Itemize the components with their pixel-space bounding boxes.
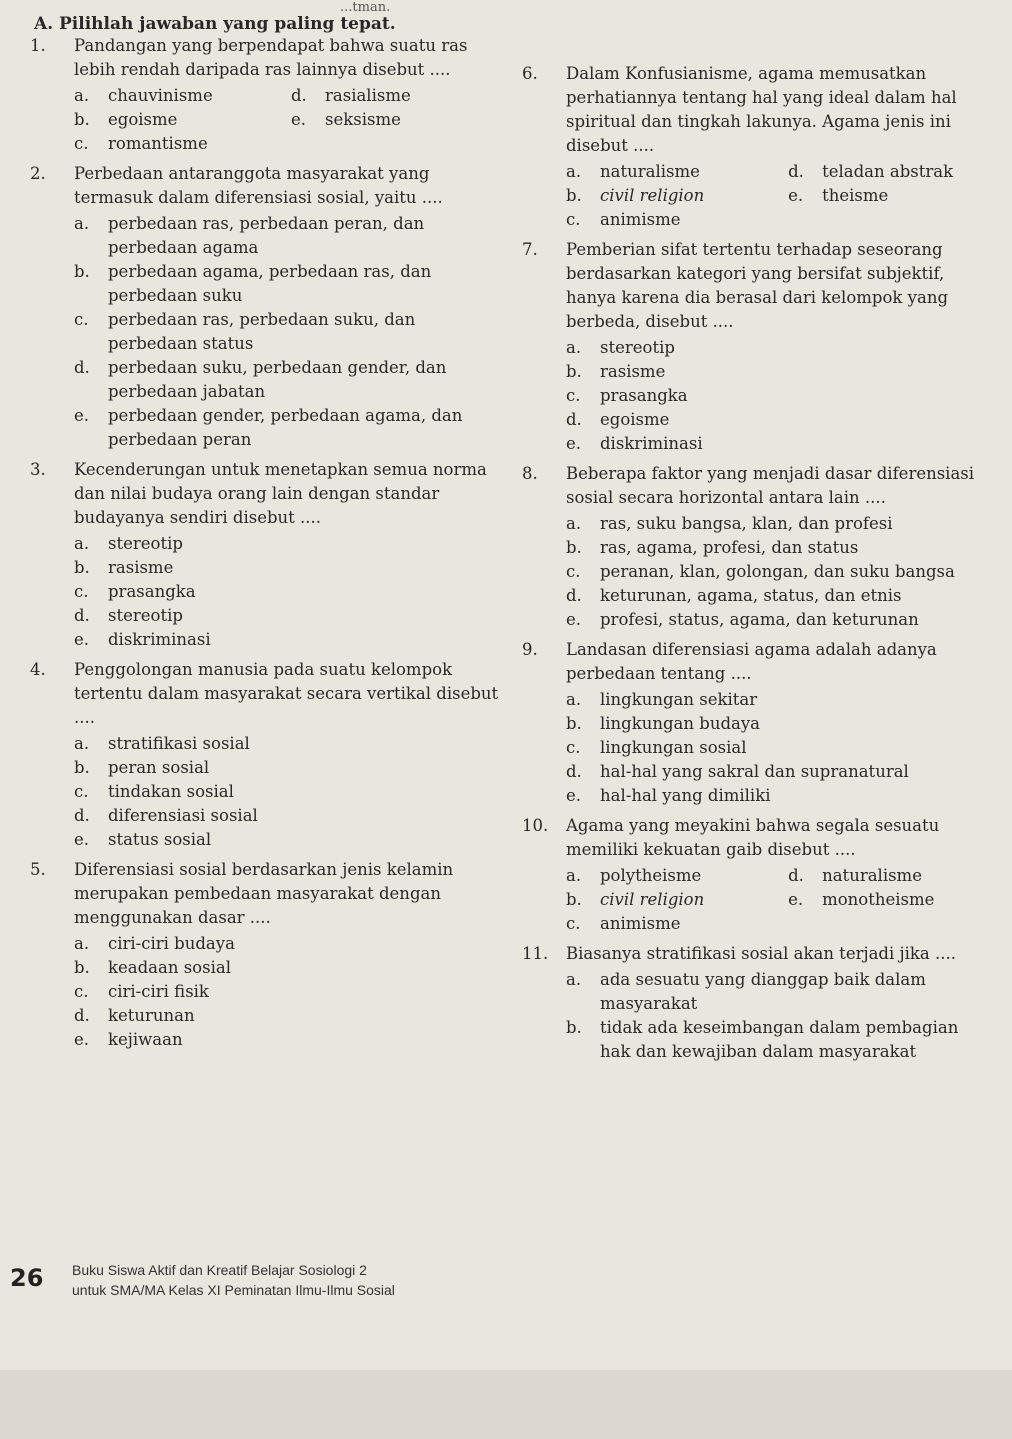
option-letter: d. [566, 762, 582, 781]
answer-option-a[interactable] [74, 732, 500, 756]
question-text: Beberapa faktor yang menjadi dasar diferensiasi sosial secara horizontal antara lain .... [566, 464, 975, 507]
question-7 [522, 238, 992, 456]
answer-option-c[interactable] [74, 780, 500, 804]
question-5 [30, 858, 500, 1052]
question-number: 4. [30, 660, 46, 679]
option-text: ras, agama, profesi, dan status [600, 538, 859, 557]
option-letter: e. [74, 406, 90, 425]
option-letter: d. [74, 606, 90, 625]
question-number: 5. [30, 860, 46, 879]
answer-option-a[interactable] [566, 512, 992, 536]
option-letter: e. [74, 830, 90, 849]
option-letter: d. [74, 358, 90, 377]
option-text: polytheisme [600, 866, 702, 885]
option-text: profesi, status, agama, dan keturunan [600, 610, 919, 629]
option-text: rasialisme [325, 86, 411, 105]
answer-option-e[interactable] [788, 184, 992, 208]
option-letter: b. [74, 262, 90, 281]
answer-option-d[interactable] [74, 356, 500, 404]
option-letter: b. [566, 714, 582, 733]
answer-option-e[interactable] [74, 628, 500, 652]
option-letter: d. [291, 86, 307, 105]
option-letter: c. [74, 982, 89, 1001]
question-10 [522, 814, 992, 936]
option-letter: d. [74, 806, 90, 825]
option-text: diferensiasi sosial [108, 806, 258, 825]
option-text: lingkungan budaya [600, 714, 761, 733]
answer-option-b[interactable] [566, 712, 992, 736]
option-text: civil religion [600, 186, 705, 205]
question-number: 2. [30, 164, 46, 183]
question-9 [522, 638, 992, 808]
answer-option-c[interactable] [566, 208, 780, 232]
answer-options [566, 160, 992, 232]
answer-options [566, 968, 992, 1064]
question-4 [30, 658, 500, 852]
option-letter: a. [74, 86, 90, 105]
option-letter: e. [74, 1030, 90, 1049]
option-text: ada sesuatu yang dianggap baik dalam masyarakat [600, 970, 926, 1013]
answer-options [74, 532, 500, 652]
option-letter: d. [788, 162, 804, 181]
option-text: prasangka [600, 386, 688, 405]
option-letter: c. [566, 562, 581, 581]
answer-option-a[interactable] [74, 532, 500, 556]
option-text: naturalisme [600, 162, 700, 181]
option-text: keturunan [108, 1006, 195, 1025]
question-text: Dalam Konfusianisme, agama memusatkan perhatiannya tentang hal yang ideal dalam hal spiritual dan tingkah lakunya. Agama jenis ini disebut .... [566, 64, 957, 155]
question-number: 3. [30, 460, 46, 479]
option-text: teladan abstrak [822, 162, 954, 181]
option-text: keturunan, agama, status, dan etnis [600, 586, 902, 605]
option-letter: d. [74, 1006, 90, 1025]
page-bottom-margin [0, 1370, 1012, 1439]
answer-option-e[interactable] [566, 608, 992, 632]
option-text: theisme [822, 186, 889, 205]
answer-option-d[interactable] [291, 84, 500, 108]
option-letter: c. [74, 310, 89, 329]
left-column [30, 34, 500, 1058]
option-letter: c. [566, 914, 581, 933]
answer-option-b[interactable] [74, 556, 500, 580]
option-text: ras, suku bangsa, klan, dan profesi [600, 514, 893, 533]
answer-option-a[interactable] [74, 212, 500, 260]
answer-options [566, 336, 992, 456]
answer-option-c[interactable] [74, 980, 500, 1004]
answer-option-e[interactable] [788, 888, 992, 912]
option-text: perbedaan ras, perbedaan peran, dan perbedaan agama [108, 214, 425, 257]
book-subtitle: untuk SMA/MA Kelas XI Peminatan Ilmu-Ilmu Sosial [72, 1282, 395, 1298]
option-text: ciri-ciri budaya [108, 934, 235, 953]
option-text: diskriminasi [108, 630, 211, 649]
option-letter: a. [566, 690, 582, 709]
question-text: Landasan diferensiasi agama adalah adanya perbedaan tentang .... [566, 640, 937, 683]
answer-options [74, 212, 500, 452]
option-letter: a. [566, 866, 582, 885]
answer-option-d[interactable] [74, 804, 500, 828]
answer-option-a[interactable] [566, 864, 780, 888]
option-letter: d. [566, 586, 582, 605]
question-1 [30, 34, 500, 156]
option-letter: a. [74, 734, 90, 753]
answer-option-c[interactable] [566, 560, 992, 584]
answer-option-e[interactable] [566, 784, 992, 808]
option-text: animisme [600, 914, 681, 933]
answer-option-d[interactable] [566, 584, 992, 608]
option-letter: c. [74, 782, 89, 801]
question-text: Kecenderungan untuk menetapkan semua norma dan nilai budaya orang lain dengan standar budayanya sendiri disebut .... [74, 460, 487, 527]
answer-option-d[interactable] [788, 160, 992, 184]
option-letter: c. [74, 134, 89, 153]
answer-option-e[interactable] [74, 404, 500, 452]
answer-option-c[interactable] [566, 384, 992, 408]
question-11 [522, 942, 992, 1064]
option-text: stratifikasi sosial [108, 734, 250, 753]
book-title: Buku Siswa Aktif dan Kreatif Belajar Sosiologi 2 [72, 1262, 367, 1278]
option-letter: b. [74, 110, 90, 129]
option-text: chauvinisme [108, 86, 213, 105]
question-number: 11. [522, 944, 549, 963]
option-text: seksisme [325, 110, 401, 129]
question-text: Perbedaan antaranggota masyarakat yang termasuk dalam diferensiasi sosial, yaitu .... [74, 164, 443, 207]
option-letter: a. [566, 338, 582, 357]
question-3 [30, 458, 500, 652]
question-number: 6. [522, 64, 538, 83]
answer-option-e[interactable] [291, 108, 500, 132]
question-text: Pandangan yang berpendapat bahwa suatu ras lebih rendah daripada ras lainnya disebut .... [74, 36, 468, 79]
question-text: Agama yang meyakini bahwa segala sesuatu memiliki kekuatan gaib disebut .... [566, 816, 940, 859]
answer-option-e[interactable] [566, 432, 992, 456]
question-number: 9. [522, 640, 538, 659]
option-text: romantisme [108, 134, 208, 153]
question-text: Diferensiasi sosial berdasarkan jenis kelamin merupakan pembedaan masyarakat dengan menggunakan dasar .... [74, 860, 454, 927]
option-text: civil religion [600, 890, 705, 909]
option-letter: b. [566, 890, 582, 909]
option-letter: d. [788, 866, 804, 885]
option-text: lingkungan sosial [600, 738, 747, 757]
option-text: hal-hal yang dimiliki [600, 786, 771, 805]
answer-option-d[interactable] [74, 604, 500, 628]
answer-option-b[interactable] [74, 108, 283, 132]
answer-option-c[interactable] [566, 912, 780, 936]
question-number: 8. [522, 464, 538, 483]
option-text: tindakan sosial [108, 782, 234, 801]
answer-option-d[interactable] [788, 864, 992, 888]
section-title: A. Pilihlah jawaban yang paling tepat. [34, 14, 396, 34]
question-text: Penggolongan manusia pada suatu kelompok tertentu dalam masyarakat secara vertikal disebut .... [74, 660, 499, 727]
answer-option-b[interactable] [566, 184, 780, 208]
answer-option-c[interactable] [74, 308, 500, 356]
question-text: Biasanya stratifikasi sosial akan terjadi jika .... [566, 944, 956, 963]
right-column [522, 62, 992, 1070]
option-text: monotheisme [822, 890, 935, 909]
option-letter: e. [788, 890, 804, 909]
option-text: rasisme [600, 362, 666, 381]
option-letter: a. [566, 970, 582, 989]
answer-option-a[interactable] [566, 968, 992, 1016]
page-number: 26 [10, 1264, 44, 1292]
option-text: tidak ada keseimbangan dalam pembagian hak dan kewajiban dalam masyarakat [600, 1018, 959, 1061]
option-letter: b. [74, 958, 90, 977]
option-letter: a. [74, 214, 90, 233]
question-2 [30, 162, 500, 452]
answer-option-b[interactable] [74, 260, 500, 308]
answer-option-b[interactable] [566, 1016, 992, 1064]
option-letter: a. [74, 534, 90, 553]
option-letter: d. [566, 410, 582, 429]
answer-options [74, 732, 500, 852]
option-letter: e. [74, 630, 90, 649]
answer-options [566, 512, 992, 632]
question-number: 10. [522, 816, 549, 835]
option-text: egoisme [108, 110, 178, 129]
option-letter: b. [566, 362, 582, 381]
option-letter: c. [566, 386, 581, 405]
answer-options [566, 864, 992, 936]
answer-option-a[interactable] [566, 688, 992, 712]
answer-options [74, 84, 500, 156]
question-text: Pemberian sifat tertentu terhadap seseorang berdasarkan kategori yang bersifat subjektif, hanya karena dia berasal dari kelompok yang berbeda, disebut .... [566, 240, 949, 331]
answer-option-b[interactable] [566, 888, 780, 912]
answer-option-a[interactable] [74, 84, 283, 108]
question-6 [522, 62, 992, 232]
option-letter: b. [566, 186, 582, 205]
option-letter: e. [566, 786, 582, 805]
answer-option-b[interactable] [74, 756, 500, 780]
option-letter: e. [566, 434, 582, 453]
option-text: perbedaan gender, perbedaan agama, dan perbedaan peran [108, 406, 463, 449]
option-text: ciri-ciri fisik [108, 982, 209, 1001]
option-text: stereotip [600, 338, 675, 357]
option-letter: e. [566, 610, 582, 629]
option-letter: e. [291, 110, 307, 129]
option-text: keadaan sosial [108, 958, 231, 977]
option-text: peranan, klan, golongan, dan suku bangsa [600, 562, 955, 581]
answer-option-a[interactable] [566, 336, 992, 360]
option-letter: a. [566, 514, 582, 533]
answer-option-c[interactable] [74, 580, 500, 604]
option-text: naturalisme [822, 866, 922, 885]
option-letter: c. [566, 210, 581, 229]
answer-option-e[interactable] [74, 828, 500, 852]
answer-option-c[interactable] [74, 132, 283, 156]
answer-options [74, 932, 500, 1052]
option-letter: b. [74, 558, 90, 577]
option-text: diskriminasi [600, 434, 703, 453]
option-letter: c. [566, 738, 581, 757]
answer-option-b[interactable] [566, 360, 992, 384]
answer-options [566, 688, 992, 808]
option-letter: b. [74, 758, 90, 777]
question-number: 1. [30, 36, 46, 55]
option-letter: b. [566, 538, 582, 557]
cut-off-header-text: ...tman. [340, 0, 391, 15]
option-text: animisme [600, 210, 681, 229]
option-letter: b. [566, 1018, 582, 1037]
option-text: perbedaan agama, perbedaan ras, dan perbedaan suku [108, 262, 432, 305]
answer-option-b[interactable] [566, 536, 992, 560]
option-text: status sosial [108, 830, 212, 849]
question-number: 7. [522, 240, 538, 259]
option-text: kejiwaan [108, 1030, 183, 1049]
answer-option-a[interactable] [74, 932, 500, 956]
answer-option-c[interactable] [566, 736, 992, 760]
answer-option-d[interactable] [74, 1004, 500, 1028]
option-text: stereotip [108, 534, 183, 553]
answer-option-e[interactable] [74, 1028, 500, 1052]
answer-option-a[interactable] [566, 160, 780, 184]
option-text: rasisme [108, 558, 174, 577]
option-text: stereotip [108, 606, 183, 625]
answer-option-d[interactable] [566, 760, 992, 784]
option-letter: e. [788, 186, 804, 205]
option-letter: a. [566, 162, 582, 181]
answer-option-d[interactable] [566, 408, 992, 432]
option-text: perbedaan suku, perbedaan gender, dan perbedaan jabatan [108, 358, 447, 401]
option-letter: c. [74, 582, 89, 601]
option-text: egoisme [600, 410, 670, 429]
option-text: prasangka [108, 582, 196, 601]
option-text: peran sosial [108, 758, 210, 777]
answer-option-b[interactable] [74, 956, 500, 980]
option-text: lingkungan sekitar [600, 690, 758, 709]
question-8 [522, 462, 992, 632]
option-letter: a. [74, 934, 90, 953]
option-text: hal-hal yang sakral dan supranatural [600, 762, 909, 781]
option-text: perbedaan ras, perbedaan suku, dan perbedaan status [108, 310, 416, 353]
